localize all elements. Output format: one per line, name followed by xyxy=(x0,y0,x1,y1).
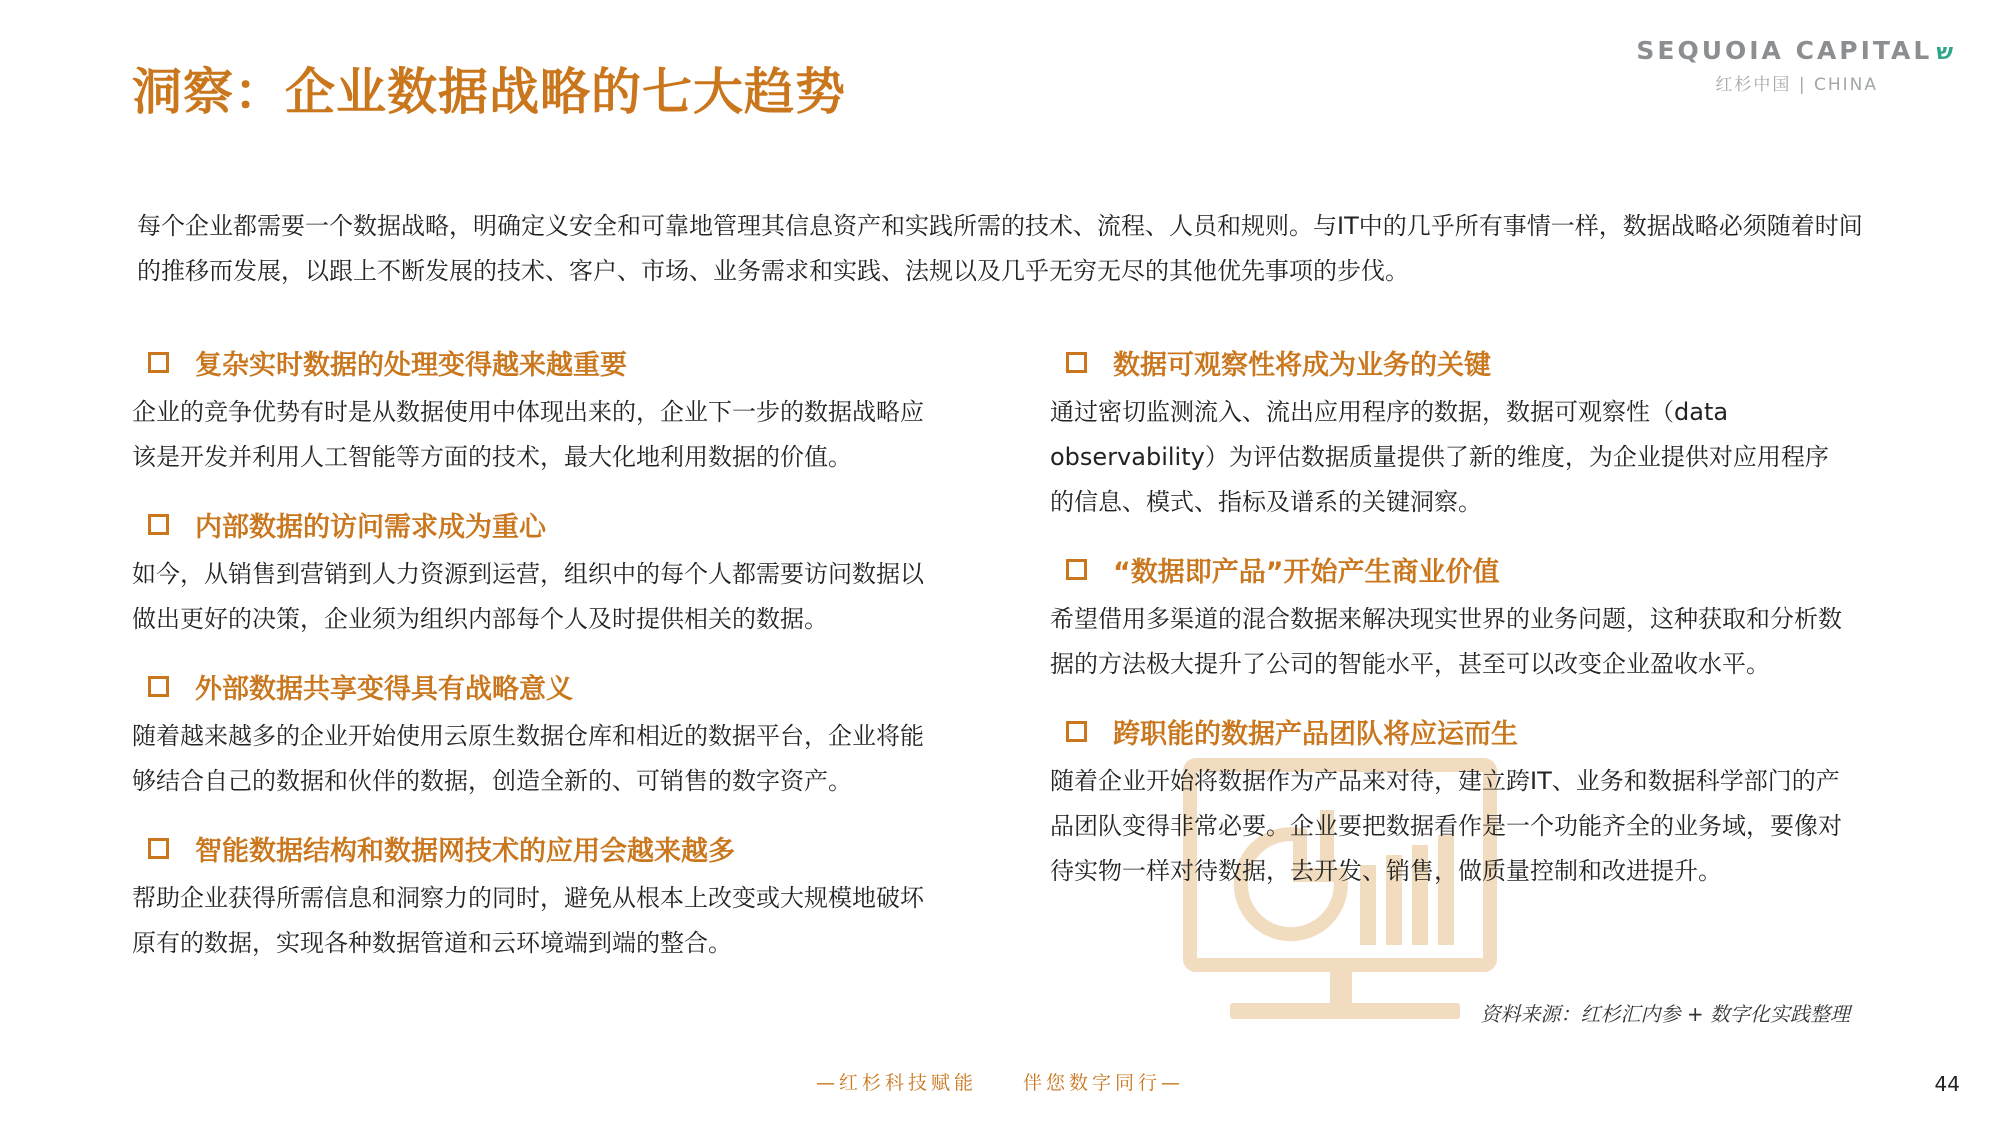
footer-right: 伴您数字同行— xyxy=(1023,1072,1185,1094)
trend-heading: 内部数据的访问需求成为重心 xyxy=(195,511,546,543)
logo-subtext: 红杉中国 | CHINA xyxy=(1715,75,1878,95)
source-note: 资料来源：红杉汇内参 + 数字化实践整理 xyxy=(1480,1002,1850,1026)
logo-text: SEQUOIA CAPITAL xyxy=(1636,36,1933,65)
trend-body: 帮助企业获得所需信息和洞察力的同时，避免从根本上改变或大规模地破坏原有的数据，实现各种数据管道和云环境端到端的整合。 xyxy=(132,884,924,957)
trend-heading: 外部数据共享变得具有战略意义 xyxy=(195,673,573,705)
square-bullet-icon xyxy=(1066,721,1087,742)
trend-heading: 复杂实时数据的处理变得越来越重要 xyxy=(195,349,627,381)
trend-body: 通过密切监测流入、流出应用程序的数据，数据可观察性（data observability）为评估数据质量提供了新的维度，为企业提供对应用程序的信息、模式、指标及谱系的关键洞察。 xyxy=(1050,398,1829,516)
trend-body: 希望借用多渠道的混合数据来解决现实世界的业务问题，这种获取和分析数据的方法极大提升了公司的智能水平，甚至可以改变企业盈收水平。 xyxy=(1050,605,1842,678)
trend-heading: “数据即产品”开始产生商业价值 xyxy=(1113,556,1500,588)
trend-item-6 xyxy=(1050,547,1850,687)
trend-body: 如今，从销售到营销到人力资源到运营，组织中的每个人都需要访问数据以做出更好的决策，企业须为组织内部每个人及时提供相关的数据。 xyxy=(132,560,924,633)
square-bullet-icon xyxy=(1066,352,1087,373)
right-column xyxy=(1050,340,1850,916)
left-column xyxy=(132,340,932,988)
square-bullet-icon xyxy=(148,352,169,373)
trend-body: 企业的竞争优势有时是从数据使用中体现出来的，企业下一步的数据战略应该是开发并利用人工智能等方面的技术，最大化地利用数据的价值。 xyxy=(132,398,924,471)
square-bullet-icon xyxy=(148,676,169,697)
trend-item-4 xyxy=(132,826,932,966)
intro-paragraph: 每个企业都需要一个数据战略，明确定义安全和可靠地管理其信息资产和实践所需的技术、流程、人员和规则。与IT中的几乎所有事情一样，数据战略必须随着时间的推移而发展，以跟上不断发展的技术、客户、市场、业务需求和实践、法规以及几乎无穷无尽的其他优先事项的步伐。 xyxy=(137,212,1863,285)
trend-item-7 xyxy=(1050,709,1850,894)
page-title: 洞察：企业数据战略的七大趋势 xyxy=(132,63,846,121)
trend-heading: 智能数据结构和数据网技术的应用会越来越多 xyxy=(195,835,735,867)
trend-item-1 xyxy=(132,340,932,480)
trend-item-3 xyxy=(132,664,932,804)
page-number: 44 xyxy=(1934,1072,1960,1096)
trend-heading: 数据可观察性将成为业务的关键 xyxy=(1113,349,1491,381)
trend-item-5 xyxy=(1050,340,1850,525)
trend-item-2 xyxy=(132,502,932,642)
sequoia-logo xyxy=(1636,36,1956,96)
logo-mark-icon: ש xyxy=(1936,40,1956,65)
square-bullet-icon xyxy=(148,838,169,859)
trend-body: 随着企业开始将数据作为产品来对待，建立跨IT、业务和数据科学部门的产品团队变得非常必要。企业要把数据看作是一个功能齐全的业务域，要像对待实物一样对待数据，去开发、销售，做质量控制和改进提升。 xyxy=(1050,767,1842,885)
trend-body: 随着越来越多的企业开始使用云原生数据仓库和相近的数据平台，企业将能够结合自己的数据和伙伴的数据，创造全新的、可销售的数字资产。 xyxy=(132,722,924,795)
square-bullet-icon xyxy=(1066,559,1087,580)
footer-slogan xyxy=(0,1068,2000,1095)
square-bullet-icon xyxy=(148,514,169,535)
trend-heading: 跨职能的数据产品团队将应运而生 xyxy=(1113,718,1518,750)
footer-left: —红杉科技赋能 xyxy=(815,1072,977,1094)
